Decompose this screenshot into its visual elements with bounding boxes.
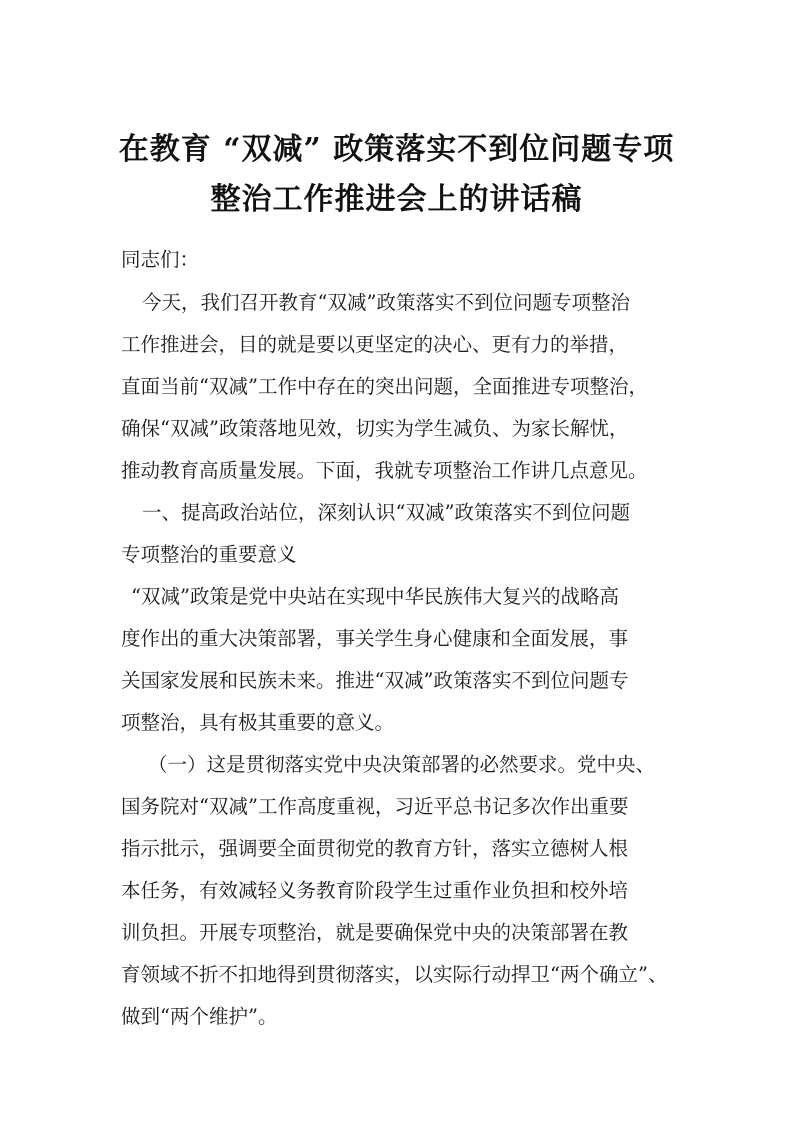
paragraph-line: 育领域不折不扣地得到贯彻落实，以实际行动捍卫“两个确立”、 [121,963,668,986]
paragraph-line: 本任务，有效减轻义务教育阶段学生过重作业负担和校外培 [121,879,629,902]
paragraph-line: 指示批示，强调要全面贯彻党的教育方针，落实立德树人根 [121,837,629,860]
paragraph-line: 度作出的重大决策部署，事关学生身心健康和全面发展，事 [121,627,629,650]
paragraph-line: 直面当前“双减”工作中存在的突出问题，全面推进专项整治， [121,375,648,398]
paragraph-line: 训负担。开展专项整治，就是要确保党中央的决策部署在教 [121,921,629,944]
paragraph-line: 项整治，具有极其重要的意义。 [121,711,395,734]
section-heading-line: 一、提高政治站位，深刻认识“双减”政策落实不到位问题 [142,501,630,524]
document-title-line-1: 在教育 “双减” 政策落实不到位问题专项 [118,132,675,167]
paragraph-line: （一）这是贯彻落实党中央决策部署的必然要求。党中央、 [148,753,656,776]
paragraph-line: 关国家发展和民族未来。推进“双减”政策落实不到位问题专 [121,669,629,692]
section-heading-line: 专项整治的重要意义 [121,543,297,566]
document-title-line-2: 整治工作推进会上的讲话稿 [210,182,583,217]
paragraph-line: 国务院对“双减”工作高度重视，习近平总书记多次作出重要 [121,795,629,818]
paragraph-line: “双减”政策是党中央站在实现中华民族伟大复兴的战略高 [131,585,619,608]
paragraph-line: 推动教育高质量发展。下面，我就专项整治工作讲几点意见。 [121,459,648,482]
paragraph-line: 今天，我们召开教育“双减”政策落实不到位问题专项整治 [142,291,630,314]
paragraph-line: 做到“两个维护”。 [121,1005,278,1028]
salutation: 同志们： [121,248,200,271]
paragraph-line: 工作推进会，目的就是要以更坚定的决心、更有力的举措， [121,333,629,356]
paragraph-line: 确保“双减”政策落地见效，切实为学生减负、为家长解忧， [121,417,629,440]
